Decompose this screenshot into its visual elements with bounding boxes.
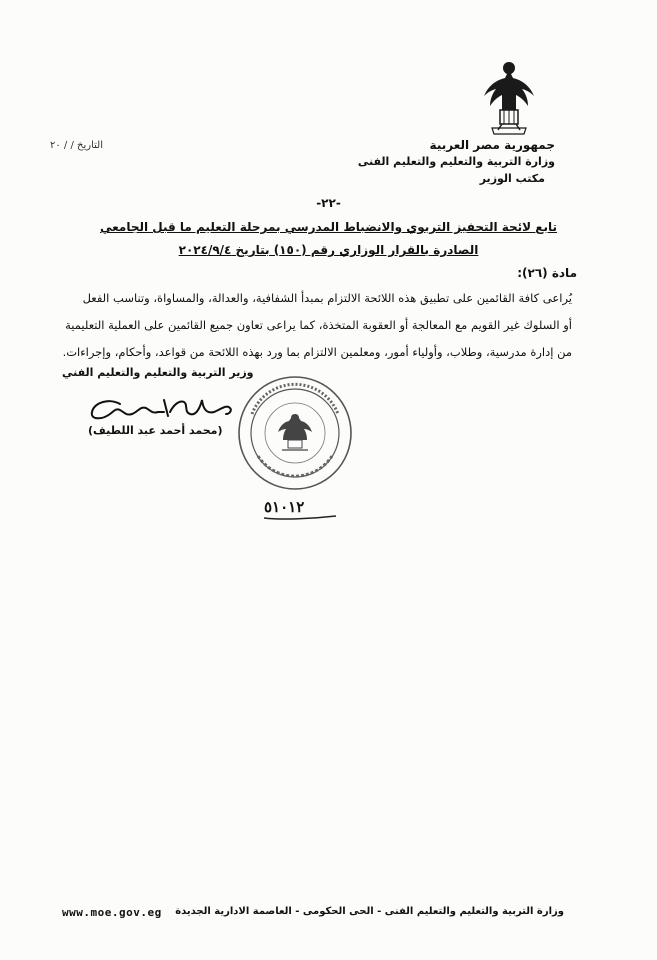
page-number: -٢٢- — [316, 196, 341, 210]
signatory-name: (محمد أحمد عبد اللطيف) — [88, 424, 223, 437]
signatory-title: وزير التربية والتعليم والتعليم الفني — [62, 366, 254, 379]
ministry-name: وزارة التربية والتعليم والتعليم الفنى — [357, 155, 555, 168]
official-stamp — [236, 374, 354, 492]
body-line-2: أو السلوك غير القويم مع المعالجة أو العقوبة المتخذة، كما يراعى تعاون جميع القائمين على العملية التعليمية — [65, 318, 572, 332]
handwritten-signature — [80, 390, 240, 428]
date-field: التاريخ / / ٢٠ — [50, 140, 103, 151]
body-line-3: من إدارة مدرسية، وطلاب، وأولياء أمور، ومعلمين الالتزام بما ورد بهذه اللائحة من قواعد، وأحكام، وإجراءات. — [62, 345, 572, 359]
handwritten-underline — [260, 494, 340, 522]
document-subtitle: الصادرة بالقرار الوزاري رقم (١٥٠) بتاريخ ٢٠٢٤/٩/٤ — [178, 243, 479, 257]
eagle-emblem-icon — [478, 58, 540, 136]
document-title: تابع لائحة التحفيز التربوي والانضباط المدرسي بمرحلة التعليم ما قبل الجامعي — [99, 220, 558, 234]
article-heading: مادة (٢٦): — [517, 266, 577, 280]
footer-address: وزارة التربية والتعليم والتعليم الفنى - الحى الحكومى - العاصمة الادارية الجديدة — [175, 906, 564, 917]
body-line-1: يُراعى كافة القائمين على تطبيق هذه اللائحة الالتزام بمبدأ الشفافية، والعدالة، والمساواة، وتناسب الفعل — [82, 291, 572, 305]
handwritten-number: ٥١٠١٢ — [264, 498, 305, 516]
footer-website: www.moe.gov.eg — [62, 906, 162, 919]
republic-name: جمهورية مصر العربية — [429, 138, 555, 152]
office-name: مكتب الوزير — [479, 172, 545, 185]
